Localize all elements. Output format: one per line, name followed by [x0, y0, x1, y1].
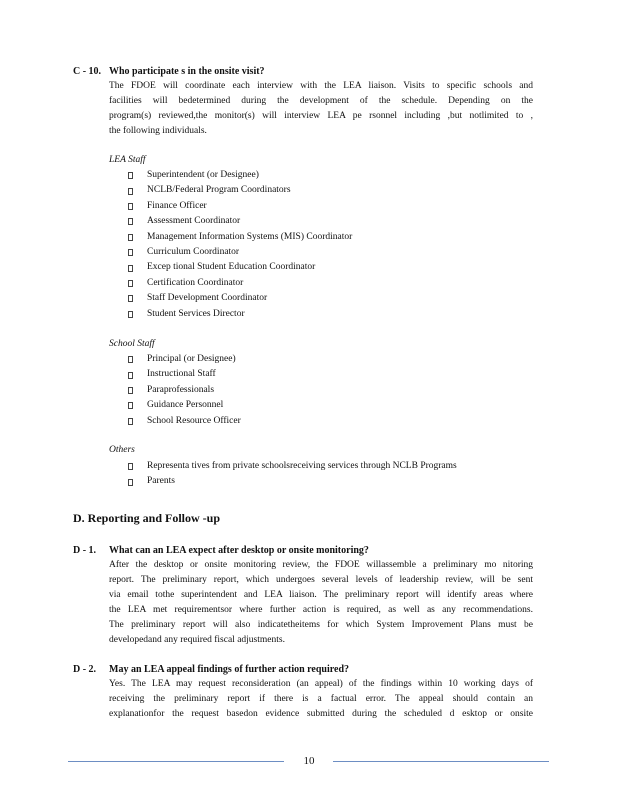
question-number-d1: D - 1. — [73, 545, 97, 556]
bullet-icon — [128, 188, 133, 195]
list-item — [128, 214, 352, 229]
bullet-icon — [128, 311, 133, 318]
list-item-text: Parents — [147, 476, 175, 487]
list-item — [128, 398, 241, 413]
answer-line: receiving the preliminary report if there is a factual error. The appeal should contain an — [109, 694, 533, 704]
list-item-text: Student Services Director — [147, 308, 245, 319]
answer-line: via email tothe superintendent and LEA liaison. The preliminary report will identify areas where — [109, 590, 533, 600]
group-label-others: Others — [109, 445, 135, 455]
question-title-d1: What can an LEA expect after desktop or onsite monitoring? — [109, 545, 369, 556]
answer-line: the LEA met requirementsor where further action is required, as well as any recommendations. — [109, 605, 533, 615]
page-number: 10 — [303, 755, 315, 767]
bullet-icon — [128, 295, 133, 302]
list-item — [128, 307, 352, 322]
bullet-icon — [128, 234, 133, 241]
bullet-icon — [128, 265, 133, 272]
answer-line: The preliminary report will also indicatetheitems for which System Improvement Plans must be — [109, 620, 533, 630]
list-item-text: Representa tives from private schoolsreceiving services through NCLB Programs — [147, 461, 457, 471]
bullet-icon — [128, 218, 133, 225]
question-title-c10: Who participate s in the onsite visit? — [109, 66, 265, 77]
footer-rule-right — [333, 761, 549, 762]
list-item — [128, 383, 241, 398]
list-item-text: Assessment Coordinator — [147, 216, 241, 227]
list-item — [128, 367, 241, 382]
section-heading-d: D. Reporting and Follow -up — [73, 511, 221, 525]
list-item-text: NCLB/Federal Program Coordinators — [147, 185, 291, 196]
list-item-text: Instructional Staff — [147, 369, 216, 380]
bullet-icon — [128, 356, 133, 363]
list-item-text: Curriculum Coordinator — [147, 247, 240, 258]
question-number-d2: D - 2. — [73, 664, 97, 675]
bullet-list-lea-staff — [128, 168, 352, 322]
list-item — [128, 230, 352, 245]
list-item — [128, 291, 352, 306]
list-item-text: Paraprofessionals — [147, 384, 215, 395]
bullet-list-school-staff — [128, 352, 241, 429]
bullet-icon — [128, 372, 133, 379]
list-item — [128, 199, 352, 214]
footer-rule-left — [68, 761, 284, 762]
list-item — [128, 183, 352, 198]
group-label-school-staff: School Staff — [109, 339, 155, 349]
answer-line: After the desktop or onsite monitoring review, the FDOE willassemble a preliminary mo nitoring — [109, 560, 533, 570]
bullet-icon — [128, 463, 133, 470]
answer-line: Yes. The LEA may request reconsideration (an appeal) of the findings within 10 working days of — [109, 679, 533, 689]
list-item — [128, 260, 352, 275]
answer-d1 — [109, 558, 533, 648]
question-number-c10: C - 10. — [73, 66, 102, 77]
bullet-icon — [128, 203, 133, 210]
list-item — [128, 352, 241, 367]
list-item — [128, 276, 352, 291]
bullet-icon — [128, 249, 133, 256]
bullet-icon — [128, 387, 133, 394]
bullet-icon — [128, 479, 133, 486]
list-item — [128, 245, 352, 260]
list-item — [128, 168, 352, 183]
list-item-text: Superintendent (or Designee) — [147, 170, 259, 180]
list-item-text: Staff Development Coordinator — [147, 293, 268, 304]
answer-c10 — [109, 79, 533, 139]
list-item-text: Certification Coordinator — [147, 277, 244, 288]
answer-line: the following individuals. — [109, 126, 207, 136]
list-item-text: Management Information Systems (MIS) Coordinator — [147, 231, 353, 242]
answer-line: developedand any required fiscal adjustments. — [109, 635, 285, 645]
list-item — [128, 474, 457, 489]
list-item-text: Principal (or Designee) — [147, 354, 236, 364]
bullet-list-others — [128, 459, 457, 490]
bullet-icon — [128, 418, 133, 425]
bullet-icon — [128, 172, 133, 179]
list-item-text: Guidance Personnel — [147, 400, 224, 411]
answer-line: facilities will bedetermined during the development of the schedule. Depending on the — [109, 96, 533, 106]
answer-d2 — [109, 677, 533, 722]
bullet-icon — [128, 402, 133, 409]
group-label-lea-staff: LEA Staff — [109, 155, 146, 165]
answer-line: report. The preliminary report, which undergoes several levels of leadership review, will be sent — [109, 575, 533, 585]
list-item-text: School Resource Officer — [147, 415, 241, 426]
list-item — [128, 414, 241, 429]
list-item-text: Excep tional Student Education Coordinator — [147, 262, 316, 273]
question-title-d2: May an LEA appeal findings of further action required? — [109, 664, 350, 675]
answer-line: The FDOE will coordinate each interview with the LEA liaison. Visits to specific schools and — [109, 81, 533, 91]
bullet-icon — [128, 280, 133, 287]
answer-line: program(s) reviewed,the monitor(s) will interview LEA pe rsonnel including ,but notlimited to , — [109, 111, 533, 121]
answer-line: explanationfor the request basedon evidence submitted during the scheduled d esktop or onsite — [109, 709, 533, 719]
list-item — [128, 459, 457, 474]
list-item-text: Finance Officer — [147, 200, 207, 211]
